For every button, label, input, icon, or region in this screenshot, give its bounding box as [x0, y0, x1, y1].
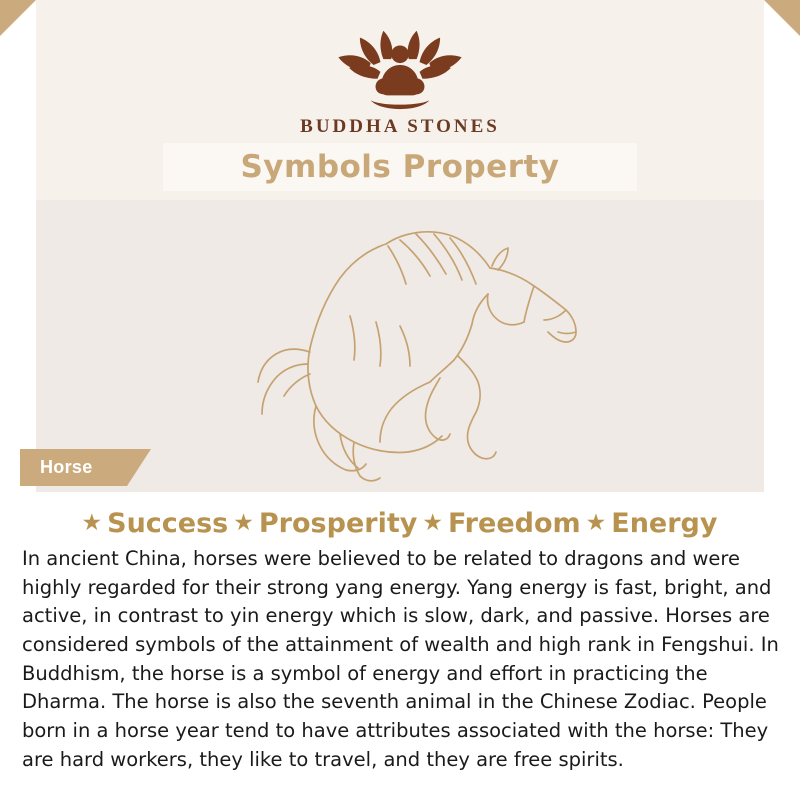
- page-title: Symbols Property: [240, 149, 560, 185]
- keyword-item: Freedom: [447, 508, 581, 539]
- brand-logo: [0, 22, 800, 138]
- symbol-label-ribbon: [20, 449, 127, 486]
- keyword-list: [0, 508, 800, 539]
- keyword-item: Success: [107, 508, 229, 539]
- star-icon: ★: [81, 510, 103, 536]
- star-icon: ★: [233, 510, 254, 536]
- symbol-label: Horse: [40, 457, 93, 477]
- brand-name: BUDDHA STONES: [300, 116, 500, 137]
- keyword-item: Prosperity: [258, 508, 418, 539]
- star-icon: ★: [422, 510, 443, 536]
- star-icon: ★: [585, 510, 607, 536]
- page-title-plate: [163, 143, 637, 191]
- description-paragraph: In ancient China, horses were believed to be related to dragons and were highly regarded for their strong yang energy. Yang energy is fast, bright, and active, in contrast to yin energy which is slow, dark, and passive. Horses are considered symbols of the attainment of wealth and high rank in Fengshui. In Buddhism, the horse is a symbol of energy and effort in practicing the Dharma. The horse is also the seventh animal in the Chinese Zodiac. People born in a horse year tend to have attributes associated with the horse: They are hard workers, they like to travel, and they are free spirits.: [22, 547, 779, 771]
- keyword-item: Energy: [611, 508, 718, 539]
- lotus-meditation-figure-icon: [315, 22, 485, 112]
- rearing-horse-line-art-icon: [190, 206, 610, 488]
- panel-side-strip-right: [764, 200, 800, 492]
